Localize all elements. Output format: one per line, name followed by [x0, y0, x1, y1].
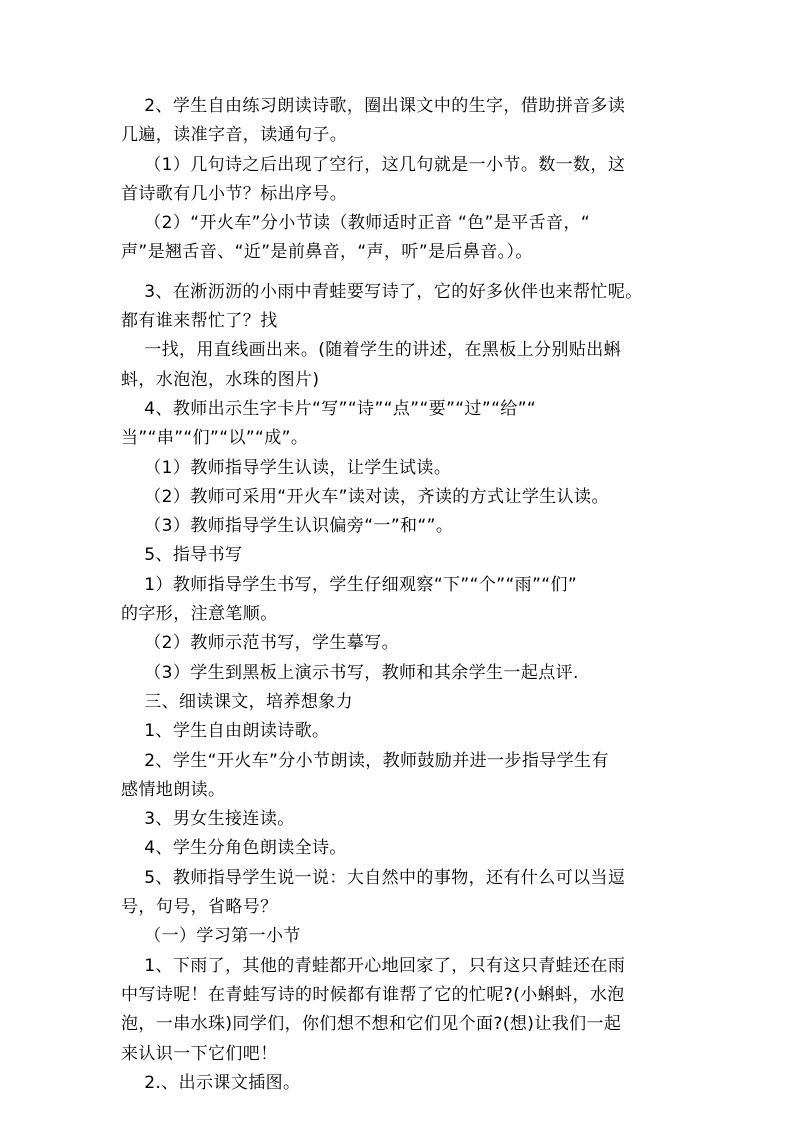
text-line: 蚪，水泡泡，水珠的图片) [121, 369, 320, 390]
text-line: 2、学生自由练习朗读诗歌，圈出课文中的生字，借助拼音多读 [121, 96, 626, 116]
text-line: 1、下雨了，其他的青蛙都开心地回家了，只有这只青蛙还在雨 [121, 955, 626, 976]
text-line: 3、男女生接连读。 [121, 809, 295, 830]
text-line: 5、指导书写 [121, 545, 243, 566]
text-line: （1）几句诗之后出现了空行，这几句就是一小节。数一数，这 [121, 154, 626, 175]
text-line: 5、教师指导学生说一说：大自然中的事物，还有什么可以当逗 [121, 867, 626, 888]
text-line: 4、学生分角色朗读全诗。 [121, 838, 347, 859]
text-line: 2.、出示课文插图。 [121, 1072, 301, 1093]
text-line: （3）教师指导学生认识偏旁“一”和“”。 [121, 516, 454, 537]
text-line: （1）教师指导学生认读，让学生试读。 [121, 457, 452, 478]
text-line: 几遍，读准字音，读通句子。 [121, 125, 348, 146]
text-line: 首诗歌有几小节？标出序号。 [121, 183, 348, 204]
text-line: （3）学生到黑板上演示书写，教师和其余学生一起点评. [121, 662, 579, 683]
text-line: 一找，用直线画出来。(随着学生的讲述，在黑板上分别贴出蝌 [121, 340, 622, 361]
text-line: （2）教师可采用“开火车”读对读，齐读的方式让学生认读。 [121, 486, 609, 507]
text-line: 声”是翘舌音、“近”是前鼻音，“声，听”是后鼻音。）。 [121, 242, 533, 263]
text-line: 2、学生“开火车”分小节朗读，教师鼓励并进一步指导学生有 [121, 750, 609, 771]
text-line: （一）学习第一小节 [121, 926, 301, 947]
text-line: （2）教师示范书写，学生摹写。 [121, 633, 400, 654]
text-line: 感情地朗读。 [121, 779, 226, 800]
text-line: 1）教师指导学生书写，学生仔细观察“下”“个”“雨”“们” [121, 574, 578, 595]
text-line: 3、在淅沥沥的小雨中青蛙要写诗了，它的好多伙伴也来帮忙呢。 [121, 281, 643, 302]
text-line: （2）“开火车”分小节读（教师适时正音 “色”是平舌音，“ [121, 213, 591, 234]
text-line: 当”“串”“们”“以”“成”。 [121, 428, 309, 449]
document-page [121, 92, 681, 1098]
text-line: 都有谁来帮忙了？找 [121, 311, 278, 332]
text-line: 4、教师出示生字卡片“写”“诗”“点”“要”“过”“给”“ [121, 398, 537, 419]
text-line: 号，句号，省略号？ [121, 897, 278, 918]
text-line: 泡，一串水珠)同学们，你们想不想和它们见个面?(想)让我们一起 [121, 1014, 622, 1035]
text-line: 中写诗呢！在青蛙写诗的时候都有谁帮了它的忙呢?(小蝌蚪，水泡 [121, 984, 625, 1005]
paragraph-gap [121, 268, 681, 278]
text-line: 三、细读课文，培养想象力 [121, 691, 354, 712]
text-line: 来认识一下它们吧！ [121, 1043, 278, 1064]
text-line: 1、学生自由朗读诗歌。 [121, 721, 330, 742]
text-line: 的字形，注意笔顺。 [121, 604, 278, 625]
